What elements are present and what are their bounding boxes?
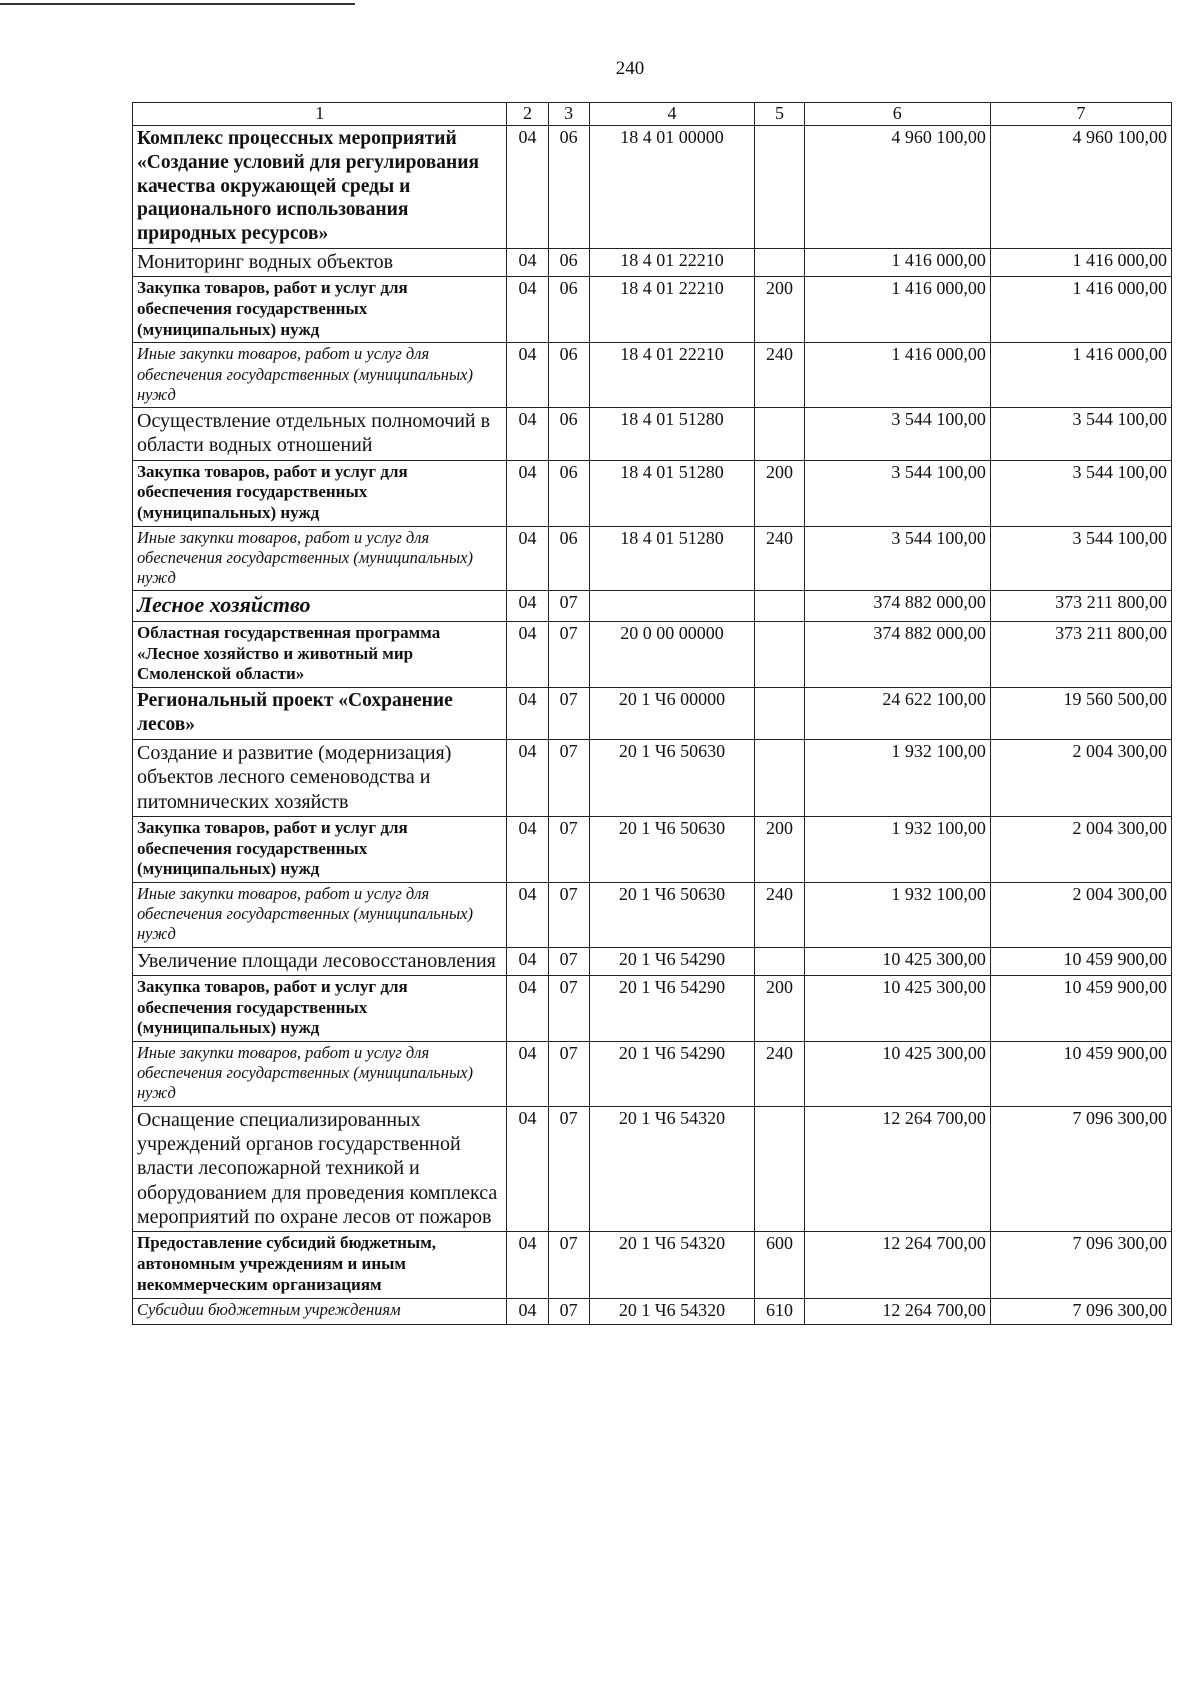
row-amount-year-2: 19 560 500,00 (990, 688, 1171, 740)
row-target-article: 18 4 01 51280 (589, 407, 755, 460)
row-razdel: 04 (507, 975, 548, 1041)
row-expense-type (755, 688, 804, 740)
row-amount-year-2: 1 416 000,00 (990, 343, 1171, 407)
row-razdel: 04 (507, 1298, 548, 1324)
row-amount-year-1: 1 416 000,00 (804, 248, 990, 276)
row-target-article: 18 4 01 51280 (589, 460, 755, 526)
row-amount-year-1: 24 622 100,00 (804, 688, 990, 740)
row-amount-year-1: 10 425 300,00 (804, 947, 990, 975)
row-target-article: 20 1 Ч6 50630 (589, 816, 755, 882)
row-name: Региональный проект «Сохранение лесов» (133, 688, 507, 740)
row-target-article: 20 1 Ч6 54290 (589, 975, 755, 1041)
row-expense-type (755, 1106, 804, 1232)
row-podrazdel: 07 (548, 1232, 589, 1298)
table-row (133, 688, 1172, 740)
row-razdel: 04 (507, 460, 548, 526)
row-razdel: 04 (507, 739, 548, 816)
row-podrazdel: 07 (548, 816, 589, 882)
row-target-article: 18 4 01 22210 (589, 248, 755, 276)
row-expense-type: 200 (755, 975, 804, 1041)
row-target-article: 20 1 Ч6 00000 (589, 688, 755, 740)
row-razdel: 04 (507, 1042, 548, 1106)
table-row (133, 975, 1172, 1041)
row-target-article: 18 4 01 51280 (589, 526, 755, 590)
row-amount-year-2: 1 416 000,00 (990, 277, 1171, 343)
row-amount-year-2: 2 004 300,00 (990, 883, 1171, 947)
row-name: Иные закупки товаров, работ и услуг для обеспечения государственных (муниципальных) нужд (133, 883, 507, 947)
row-name: Закупка товаров, работ и услуг для обеспечения государственных (муниципальных) нужд (133, 277, 507, 343)
row-amount-year-1: 3 544 100,00 (804, 407, 990, 460)
row-razdel: 04 (507, 688, 548, 740)
row-expense-type: 240 (755, 343, 804, 407)
table-row (133, 816, 1172, 882)
row-amount-year-2: 10 459 900,00 (990, 975, 1171, 1041)
row-name: Иные закупки товаров, работ и услуг для обеспечения государственных (муниципальных) нужд (133, 526, 507, 590)
row-expense-type (755, 591, 804, 622)
row-expense-type: 200 (755, 460, 804, 526)
column-number-6: 6 (804, 103, 990, 126)
column-number-2: 2 (507, 103, 548, 126)
table-row (133, 460, 1172, 526)
row-amount-year-1: 1 932 100,00 (804, 816, 990, 882)
row-expense-type (755, 248, 804, 276)
column-number-5: 5 (755, 103, 804, 126)
row-name: Лесное хозяйство (133, 591, 507, 622)
row-expense-type (755, 622, 804, 688)
row-expense-type (755, 407, 804, 460)
row-expense-type (755, 125, 804, 248)
row-podrazdel: 07 (548, 1298, 589, 1324)
row-podrazdel: 06 (548, 248, 589, 276)
row-razdel: 04 (507, 622, 548, 688)
row-amount-year-2: 3 544 100,00 (990, 407, 1171, 460)
row-expense-type: 600 (755, 1232, 804, 1298)
row-razdel: 04 (507, 248, 548, 276)
row-razdel: 04 (507, 591, 548, 622)
row-amount-year-1: 1 416 000,00 (804, 343, 990, 407)
row-amount-year-2: 1 416 000,00 (990, 248, 1171, 276)
row-razdel: 04 (507, 947, 548, 975)
row-amount-year-2: 7 096 300,00 (990, 1298, 1171, 1324)
row-podrazdel: 06 (548, 526, 589, 590)
row-podrazdel: 06 (548, 125, 589, 248)
table-row (133, 343, 1172, 407)
table-row (133, 1232, 1172, 1298)
row-amount-year-2: 4 960 100,00 (990, 125, 1171, 248)
row-target-article (589, 591, 755, 622)
row-name: Иные закупки товаров, работ и услуг для обеспечения государственных (муниципальных) нужд (133, 343, 507, 407)
row-name: Иные закупки товаров, работ и услуг для обеспечения государственных (муниципальных) нужд (133, 1042, 507, 1106)
table-row (133, 739, 1172, 816)
row-name: Комплекс процессных мероприятий «Создание условий для регулирования качества окружающей среды и рационального использования природных ресурсов» (133, 125, 507, 248)
budget-table (132, 102, 1172, 1325)
row-target-article: 20 1 Ч6 54320 (589, 1232, 755, 1298)
row-name: Закупка товаров, работ и услуг для обеспечения государственных (муниципальных) нужд (133, 975, 507, 1041)
column-number-1: 1 (133, 103, 507, 126)
row-target-article: 20 1 Ч6 50630 (589, 739, 755, 816)
row-amount-year-1: 1 932 100,00 (804, 739, 990, 816)
row-target-article: 20 0 00 00000 (589, 622, 755, 688)
row-target-article: 18 4 01 22210 (589, 343, 755, 407)
table-row (133, 883, 1172, 947)
row-amount-year-2: 7 096 300,00 (990, 1232, 1171, 1298)
row-amount-year-1: 10 425 300,00 (804, 975, 990, 1041)
row-razdel: 04 (507, 407, 548, 460)
column-number-row (133, 103, 1172, 126)
row-amount-year-1: 374 882 000,00 (804, 622, 990, 688)
row-podrazdel: 06 (548, 460, 589, 526)
table-row (133, 277, 1172, 343)
row-podrazdel: 07 (548, 591, 589, 622)
row-name: Закупка товаров, работ и услуг для обеспечения государственных (муниципальных) нужд (133, 816, 507, 882)
row-name: Оснащение специализированных учреждений органов государственной власти лесопожарной техникой и оборудованием для проведения комплекса мероприятий по охране лесов от пожаров (133, 1106, 507, 1232)
row-expense-type: 200 (755, 816, 804, 882)
row-amount-year-1: 12 264 700,00 (804, 1232, 990, 1298)
row-amount-year-1: 374 882 000,00 (804, 591, 990, 622)
row-amount-year-1: 4 960 100,00 (804, 125, 990, 248)
row-target-article: 20 1 Ч6 54320 (589, 1298, 755, 1324)
row-razdel: 04 (507, 277, 548, 343)
row-razdel: 04 (507, 1232, 548, 1298)
row-razdel: 04 (507, 125, 548, 248)
row-amount-year-2: 10 459 900,00 (990, 1042, 1171, 1106)
row-target-article: 20 1 Ч6 54290 (589, 1042, 755, 1106)
row-amount-year-1: 1 416 000,00 (804, 277, 990, 343)
row-target-article: 18 4 01 00000 (589, 125, 755, 248)
budget-table-body (133, 103, 1172, 1325)
table-row (133, 1298, 1172, 1324)
row-podrazdel: 07 (548, 739, 589, 816)
row-name: Создание и развитие (модернизация) объектов лесного семеноводства и питомнических хозяйств (133, 739, 507, 816)
row-amount-year-1: 3 544 100,00 (804, 526, 990, 590)
row-name: Мониторинг водных объектов (133, 248, 507, 276)
row-target-article: 20 1 Ч6 50630 (589, 883, 755, 947)
row-razdel: 04 (507, 343, 548, 407)
row-name: Осуществление отдельных полномочий в области водных отношений (133, 407, 507, 460)
row-podrazdel: 07 (548, 1106, 589, 1232)
table-row (133, 248, 1172, 276)
table-row (133, 947, 1172, 975)
table-row (133, 1106, 1172, 1232)
row-amount-year-1: 12 264 700,00 (804, 1106, 990, 1232)
row-expense-type (755, 947, 804, 975)
row-expense-type: 240 (755, 883, 804, 947)
row-name: Увеличение площади лесовосстановления (133, 947, 507, 975)
row-podrazdel: 06 (548, 343, 589, 407)
top-rule (0, 3, 355, 5)
row-amount-year-1: 1 932 100,00 (804, 883, 990, 947)
page-number: 240 (615, 58, 645, 79)
row-amount-year-1: 12 264 700,00 (804, 1298, 990, 1324)
row-expense-type: 240 (755, 526, 804, 590)
row-podrazdel: 06 (548, 407, 589, 460)
row-razdel: 04 (507, 526, 548, 590)
row-target-article: 18 4 01 22210 (589, 277, 755, 343)
row-podrazdel: 06 (548, 277, 589, 343)
row-name: Предоставление субсидий бюджетным, автономным учреждениям и иным некоммерческим организациям (133, 1232, 507, 1298)
row-podrazdel: 07 (548, 947, 589, 975)
table-row (133, 526, 1172, 590)
row-name: Закупка товаров, работ и услуг для обеспечения государственных (муниципальных) нужд (133, 460, 507, 526)
row-expense-type (755, 739, 804, 816)
row-expense-type: 610 (755, 1298, 804, 1324)
row-amount-year-2: 2 004 300,00 (990, 816, 1171, 882)
table-row (133, 622, 1172, 688)
row-expense-type: 200 (755, 277, 804, 343)
row-podrazdel: 07 (548, 1042, 589, 1106)
row-amount-year-2: 10 459 900,00 (990, 947, 1171, 975)
row-amount-year-2: 3 544 100,00 (990, 460, 1171, 526)
row-name: Областная государственная программа «Лесное хозяйство и животный мир Смоленской области» (133, 622, 507, 688)
row-amount-year-2: 3 544 100,00 (990, 526, 1171, 590)
row-amount-year-2: 373 211 800,00 (990, 591, 1171, 622)
row-podrazdel: 07 (548, 622, 589, 688)
table-row (133, 591, 1172, 622)
column-number-4: 4 (589, 103, 755, 126)
table-row (133, 125, 1172, 248)
table-row (133, 407, 1172, 460)
table-row (133, 1042, 1172, 1106)
row-podrazdel: 07 (548, 688, 589, 740)
row-target-article: 20 1 Ч6 54320 (589, 1106, 755, 1232)
row-amount-year-1: 3 544 100,00 (804, 460, 990, 526)
row-amount-year-2: 373 211 800,00 (990, 622, 1171, 688)
row-amount-year-2: 2 004 300,00 (990, 739, 1171, 816)
row-name: Субсидии бюджетным учреждениям (133, 1298, 507, 1324)
row-podrazdel: 07 (548, 975, 589, 1041)
row-razdel: 04 (507, 1106, 548, 1232)
row-podrazdel: 07 (548, 883, 589, 947)
column-number-7: 7 (990, 103, 1171, 126)
row-razdel: 04 (507, 816, 548, 882)
row-expense-type: 240 (755, 1042, 804, 1106)
row-amount-year-2: 7 096 300,00 (990, 1106, 1171, 1232)
row-amount-year-1: 10 425 300,00 (804, 1042, 990, 1106)
row-target-article: 20 1 Ч6 54290 (589, 947, 755, 975)
column-number-3: 3 (548, 103, 589, 126)
row-razdel: 04 (507, 883, 548, 947)
